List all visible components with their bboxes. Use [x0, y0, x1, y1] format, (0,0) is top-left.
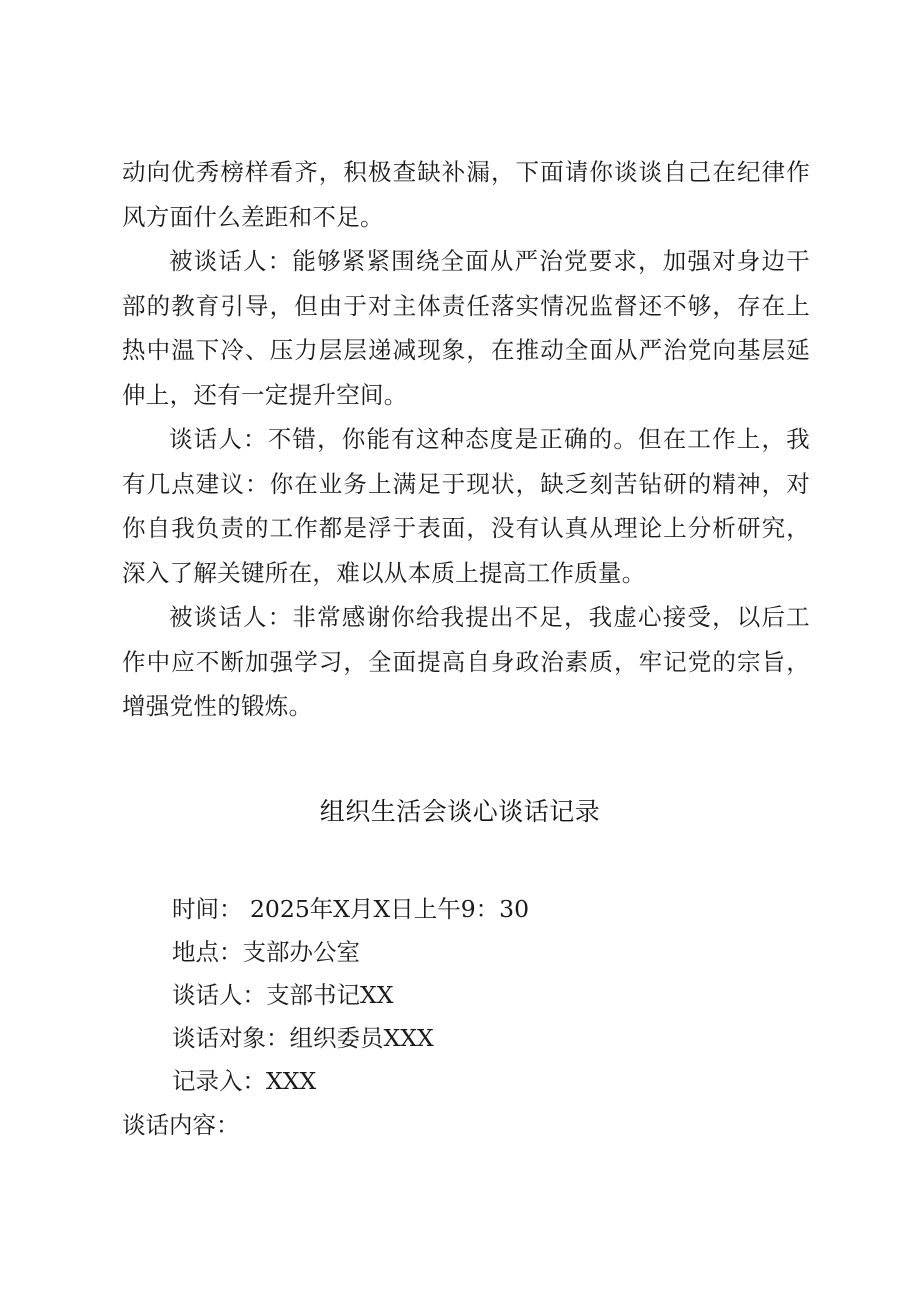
place-line: [172, 931, 812, 974]
paragraph-3: 谈话人：不错，你能有这种态度是正确的。但在工作上，我有几点建议：你在业务上满足于现状，缺乏刻苦钻研的精神，对你自我负责的工作都是浮于表面，没有认真从理论上分析研究，深入了解关键所在，难以从本质上提高工作质量。: [122, 425, 810, 587]
paragraph-2: 被谈话人：能够紧紧围绕全面从严治党要求，加强对身边干部的教育引导，但由于对主体责任落实情况监督还不够，存在上热中温下冷、压力层层递减现象，在推动全面从严治党向基层延伸上，还有一定提升空间。: [122, 247, 810, 409]
time-label: 时间：: [172, 895, 243, 923]
paragraph-4: 被谈话人：非常感谢你给我提出不足，我虚心接受，以后工作中应不断加强学习，全面提高自身政治素质，牢记党的宗旨，增强党性的锻炼。: [122, 603, 810, 720]
target-line: [172, 1017, 812, 1060]
recorder-line: [172, 1060, 812, 1103]
paragraph-1: 动向优秀榜样看齐，积极查缺补漏，下面请你谈谈自己在纪律作风方面什么差距和不足。: [122, 158, 810, 231]
recorder-value: XXX: [266, 1067, 317, 1095]
target-label: 谈话对象：: [172, 1024, 290, 1052]
place-label: 地点：: [172, 938, 243, 966]
content-label: 谈话内容：: [122, 1111, 240, 1139]
speaker-line: [172, 974, 812, 1017]
meeting-info: [172, 888, 812, 1103]
speaker-label: 谈话人：: [172, 981, 266, 1009]
recorder-label: 记录入：: [172, 1067, 266, 1095]
section-title: 组织生活会谈心谈话记录: [319, 797, 601, 826]
dialogue-body: [122, 150, 810, 729]
speaker-value: 支部书记XX: [266, 981, 394, 1009]
time-value: 2025年X月X日上午9：30: [242, 895, 530, 923]
target-value: 组织委员XXX: [289, 1024, 434, 1052]
place-value: 支部办公室: [242, 938, 360, 966]
time-line: [172, 888, 812, 931]
